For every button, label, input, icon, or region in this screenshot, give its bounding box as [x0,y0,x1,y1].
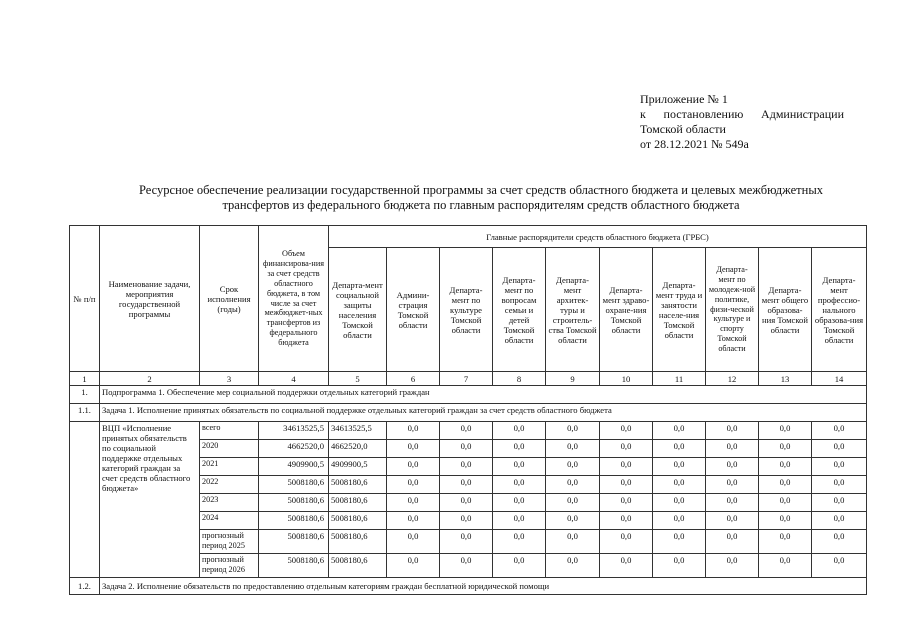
period-cell: всего [200,422,259,440]
measure-name: ВЦП «Исполнение принятых обязательств по социальной поддержке отдельных категорий граждан за счет средств областного бюджета» [100,422,200,578]
grbs-value-cell: 0,0 [546,494,600,512]
total-cell: 4909900,5 [259,458,329,476]
grbs-value-cell: 0,0 [440,476,493,494]
header-grbs-social: Департа-мент социальной защиты населения Томской области [329,248,387,372]
title-line-1: Ресурсное обеспечение реализации государственной программы за счет средств областного бюджета и целевых межбюджетных [139,183,823,197]
grbs-value-cell: 0,0 [546,440,600,458]
grbs-value-cell: 0,0 [759,440,812,458]
task-title: Задача 1. Исполнение принятых обязательств по социальной поддержке отдельных категорий граждан за счет средств областного бюджета [100,404,867,422]
task-row [70,404,867,422]
grbs-value-cell: 0,0 [759,476,812,494]
grbs-value-cell: 0,0 [600,476,653,494]
grbs-value-cell: 0,0 [440,494,493,512]
grbs-value-cell: 0,0 [387,476,440,494]
grbs-value-cell: 0,0 [493,458,546,476]
header-grbs-general-education: Департа-мент общего образова-ния Томской области [759,248,812,372]
grbs-value-cell: 5008180,6 [329,530,387,554]
grbs-value-cell: 0,0 [493,554,546,578]
row-num: 1. [70,386,100,404]
period-cell: 2021 [200,458,259,476]
grbs-value-cell: 4909900,5 [329,458,387,476]
grbs-value-cell: 0,0 [546,422,600,440]
grbs-value-cell: 0,0 [812,554,867,578]
grbs-value-cell: 0,0 [493,494,546,512]
grbs-value-cell: 0,0 [493,512,546,530]
grbs-value-cell: 0,0 [546,530,600,554]
header-num: № п/п [70,226,100,372]
grbs-value-cell: 0,0 [600,512,653,530]
column-number: 5 [329,372,387,386]
grbs-value-cell: 0,0 [440,440,493,458]
grbs-value-cell: 0,0 [759,458,812,476]
total-cell: 34613525,5 [259,422,329,440]
grbs-value-cell: 0,0 [706,554,759,578]
header-grbs-group: Главные распорядители средств областного бюджета (ГРБС) [329,226,867,248]
subprogram-title: Подпрограмма 1. Обеспечение мер социальной поддержки отдельных категорий граждан [100,386,867,404]
grbs-value-cell: 0,0 [812,458,867,476]
header-grbs-culture: Департа-мент по культуре Томской области [440,248,493,372]
total-cell: 5008180,6 [259,512,329,530]
grbs-value-cell: 0,0 [493,476,546,494]
appendix-line-2 [640,107,844,122]
grbs-value-cell: 0,0 [759,530,812,554]
grbs-value-cell: 5008180,6 [329,476,387,494]
grbs-value-cell: 0,0 [653,554,706,578]
appendix-block [640,92,844,152]
grbs-value-cell: 0,0 [706,512,759,530]
column-number: 9 [546,372,600,386]
grbs-value-cell: 0,0 [387,422,440,440]
period-cell: прогнозный период 2025 [200,530,259,554]
task-title: Задача 2. Исполнение обязательств по предоставлению отдельным категориям граждан бесплатной юридической помощи [100,578,867,595]
total-cell: 4662520,0 [259,440,329,458]
total-cell: 5008180,6 [259,554,329,578]
column-number: 14 [812,372,867,386]
grbs-value-cell: 5008180,6 [329,554,387,578]
grbs-value-cell: 0,0 [493,530,546,554]
column-number: 7 [440,372,493,386]
grbs-value-cell: 0,0 [706,530,759,554]
appendix-line-1: Приложение № 1 [640,92,728,106]
grbs-value-cell: 0,0 [387,512,440,530]
grbs-value-cell: 0,0 [706,422,759,440]
grbs-value-cell: 0,0 [440,422,493,440]
grbs-value-cell: 0,0 [600,458,653,476]
period-cell: прогнозный период 2026 [200,554,259,578]
total-cell: 5008180,6 [259,530,329,554]
grbs-value-cell: 0,0 [653,476,706,494]
grbs-value-cell: 0,0 [546,476,600,494]
grbs-value-cell: 0,0 [600,422,653,440]
column-number: 13 [759,372,812,386]
header-name: Наименование задачи, мероприятия государственной программы [100,226,200,372]
column-number: 11 [653,372,706,386]
row-num: 1.1. [70,404,100,422]
header-grbs-architecture: Департа-мент архитек-туры и строитель-ства Томской области [546,248,600,372]
resource-table [69,225,867,595]
appendix-line-2-a: к [640,107,646,121]
grbs-value-cell: 0,0 [600,554,653,578]
grbs-value-cell: 0,0 [653,530,706,554]
grbs-value-cell: 0,0 [387,554,440,578]
grbs-value-cell: 0,0 [387,530,440,554]
grbs-value-cell: 0,0 [440,458,493,476]
grbs-value-cell: 0,0 [653,422,706,440]
grbs-value-cell: 0,0 [440,512,493,530]
grbs-value-cell: 0,0 [812,530,867,554]
grbs-value-cell: 0,0 [812,422,867,440]
header-grbs-professional-education: Департа-мент профессио-нального образова-ния Томской области [812,248,867,372]
appendix-line-2-b: постановлению [663,107,744,121]
grbs-value-cell: 5008180,6 [329,494,387,512]
grbs-value-cell: 0,0 [653,494,706,512]
appendix-line-4: от 28.12.2021 № 549а [640,137,749,151]
grbs-value-cell: 0,0 [653,440,706,458]
column-number: 1 [70,372,100,386]
total-cell: 5008180,6 [259,476,329,494]
header-volume: Объем финансирова-ния за счет средств областного бюджета, в том числе за счет межбюджет-ных трансфертов из федерального бюджета [259,226,329,372]
grbs-value-cell: 0,0 [440,530,493,554]
header-grbs-youth: Департа-мент по молодеж-ной политике, физи-ческой культуре и спорту Томской области [706,248,759,372]
grbs-value-cell: 0,0 [600,440,653,458]
grbs-value-cell: 4662520,0 [329,440,387,458]
grbs-value-cell: 0,0 [493,422,546,440]
appendix-line-3: Томской области [640,122,726,136]
grbs-value-cell: 5008180,6 [329,512,387,530]
column-number: 8 [493,372,546,386]
grbs-value-cell: 0,0 [759,422,812,440]
grbs-value-cell: 0,0 [440,554,493,578]
period-cell: 2023 [200,494,259,512]
grbs-value-cell: 0,0 [600,494,653,512]
header-grbs-labor: Департа-мент труда и занятости населе-ния Томской области [653,248,706,372]
table-row [70,422,867,440]
period-cell: 2024 [200,512,259,530]
grbs-value-cell: 0,0 [387,458,440,476]
grbs-value-cell: 0,0 [812,512,867,530]
column-number: 6 [387,372,440,386]
grbs-value-cell: 0,0 [546,554,600,578]
grbs-value-cell: 0,0 [812,494,867,512]
header-grbs-health: Департа-мент здраво-охране-ния Томской области [600,248,653,372]
grbs-value-cell: 0,0 [706,494,759,512]
grbs-value-cell: 0,0 [706,440,759,458]
grbs-value-cell: 0,0 [759,494,812,512]
subprogram-row [70,386,867,404]
grbs-value-cell: 0,0 [600,530,653,554]
header-grbs-administration: Админи-страция Томской области [387,248,440,372]
grbs-value-cell: 0,0 [706,476,759,494]
document-title [80,183,882,213]
grbs-value-cell: 0,0 [387,494,440,512]
header-term: Срок исполнения (годы) [200,226,259,372]
total-cell: 5008180,6 [259,494,329,512]
header-grbs-family: Департа-мент по вопросам семьи и детей Томской области [493,248,546,372]
grbs-value-cell: 0,0 [653,512,706,530]
grbs-value-cell: 0,0 [546,458,600,476]
grbs-value-cell: 0,0 [812,440,867,458]
row-num: 1.2. [70,578,100,595]
grbs-value-cell: 0,0 [706,458,759,476]
title-line-2: трансфертов из федерального бюджета по главным распорядителям средств областного бюджета [222,198,740,212]
column-number: 2 [100,372,200,386]
grbs-value-cell: 0,0 [387,440,440,458]
grbs-value-cell: 0,0 [493,440,546,458]
column-number: 3 [200,372,259,386]
grbs-value-cell: 0,0 [812,476,867,494]
task-row [70,578,867,595]
grbs-value-cell: 0,0 [546,512,600,530]
appendix-line-2-c: Администрации [761,107,844,121]
grbs-value-cell: 0,0 [759,512,812,530]
column-number: 4 [259,372,329,386]
period-cell: 2022 [200,476,259,494]
column-number-row [70,372,867,386]
grbs-value-cell: 34613525,5 [329,422,387,440]
period-cell: 2020 [200,440,259,458]
column-number: 10 [600,372,653,386]
grbs-value-cell: 0,0 [653,458,706,476]
column-number: 12 [706,372,759,386]
row-num [70,422,100,578]
grbs-value-cell: 0,0 [759,554,812,578]
